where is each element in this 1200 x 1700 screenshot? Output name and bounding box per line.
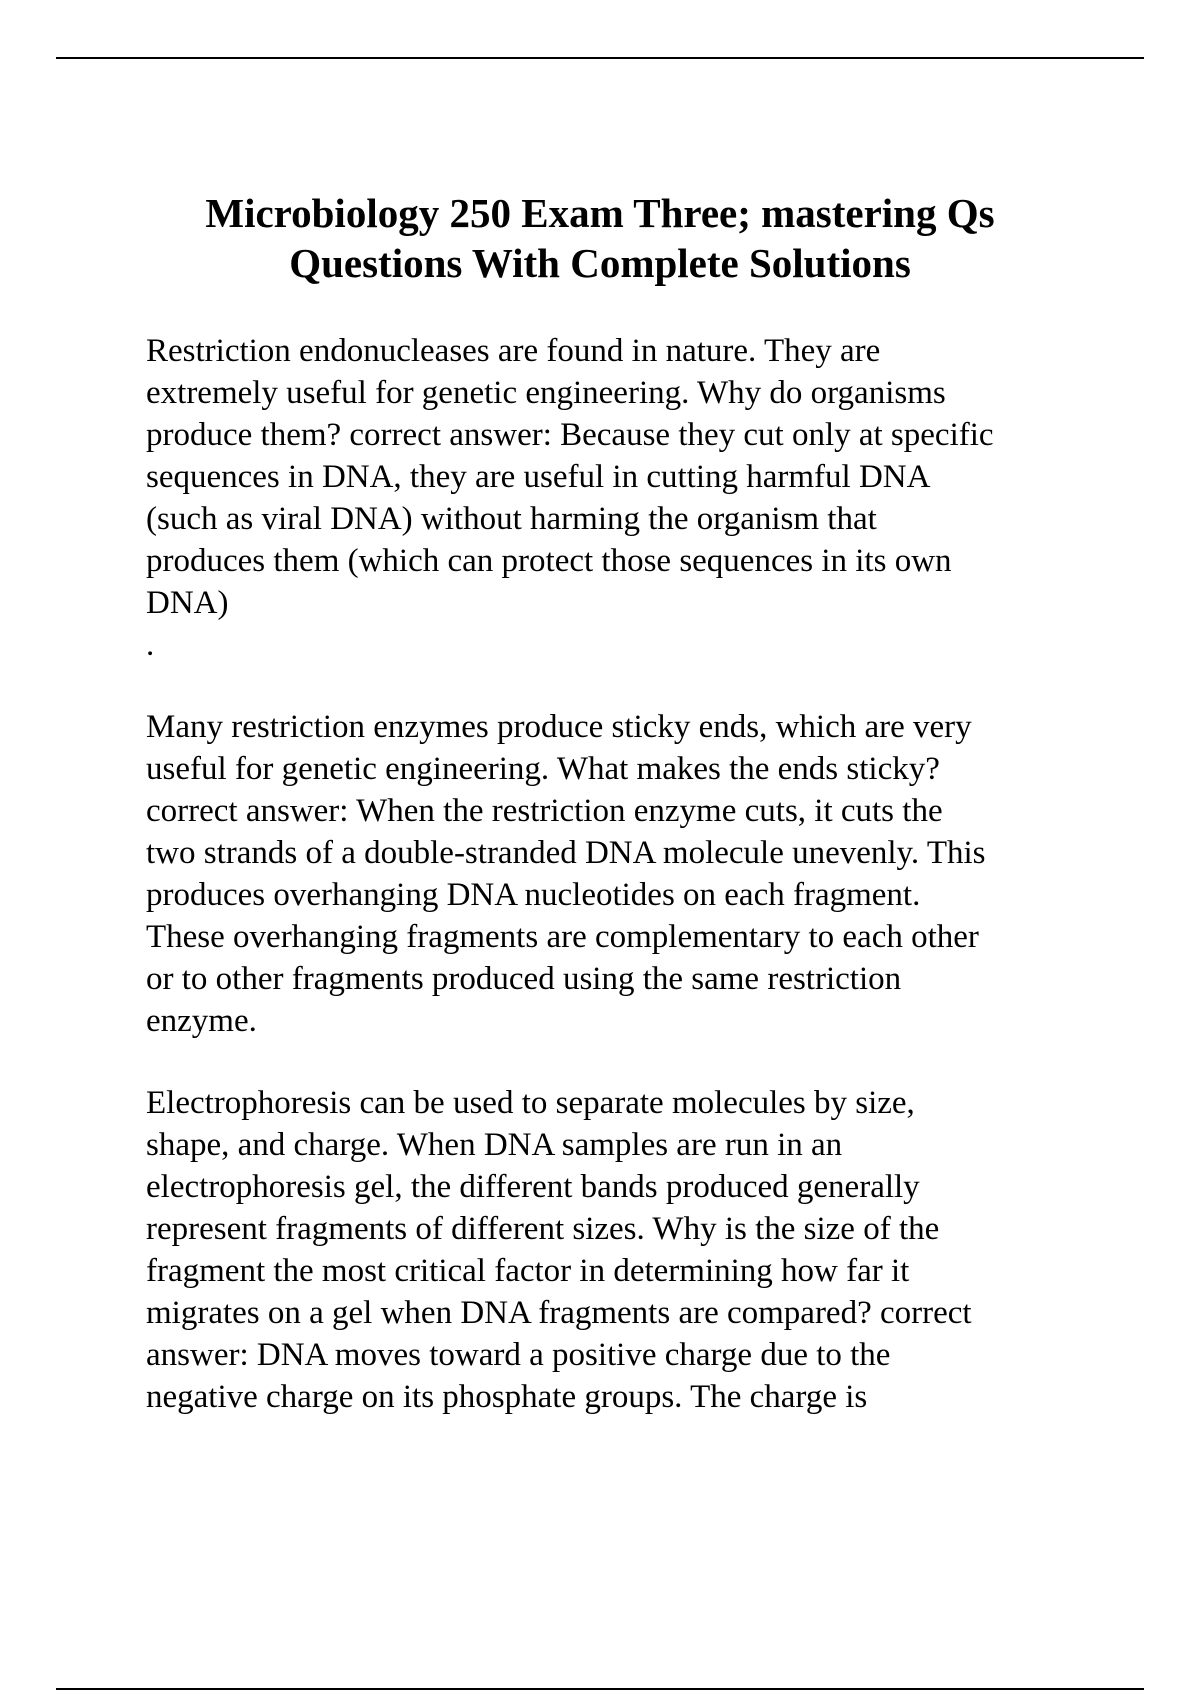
text-line: . [146,627,155,663]
title-line: Microbiology 250 Exam Three; mastering Qs [205,190,995,236]
text-line: Many restriction enzymes produce sticky ends, which are very [146,709,972,745]
text-line: enzyme. [146,1003,257,1039]
text-line: extremely useful for genetic engineering. Why do organisms [146,375,946,411]
text-line: sequences in DNA, they are useful in cutting harmful DNA [146,459,931,495]
text-line: shape, and charge. When DNA samples are run in an [146,1127,843,1163]
text-line: electrophoresis gel, the different bands produced generally [146,1169,920,1205]
text-line: or to other fragments produced using the same restriction [146,961,902,997]
text-line: represent fragments of different sizes. Why is the size of the [146,1211,940,1247]
document-body [146,330,1146,1418]
text-line: produce them? correct answer: Because they cut only at specific [146,417,994,453]
document-title [100,188,1100,288]
question-paragraph-electrophoresis [146,1082,1146,1418]
footer-rule [56,1688,1144,1690]
text-line: two strands of a double-stranded DNA molecule unevenly. This [146,835,986,871]
text-line: These overhanging fragments are complementary to each other [146,919,979,955]
title-line: Questions With Complete Solutions [289,240,911,286]
header-rule [56,57,1144,59]
text-line: produces them (which can protect those sequences in its own [146,543,952,579]
text-line: (such as viral DNA) without harming the organism that [146,501,877,537]
text-line: correct answer: When the restriction enzyme cuts, it cuts the [146,793,943,829]
text-line: answer: DNA moves toward a positive charge due to the [146,1337,891,1373]
text-line: DNA) [146,585,229,621]
text-line: produces overhanging DNA nucleotides on each fragment. [146,877,921,913]
text-line: Electrophoresis can be used to separate molecules by size, [146,1085,915,1121]
question-paragraph-restriction-endonucleases [146,330,1146,666]
text-line: fragment the most critical factor in determining how far it [146,1253,910,1289]
text-line: Restriction endonucleases are found in nature. They are [146,333,881,369]
question-paragraph-sticky-ends [146,706,1146,1042]
text-line: migrates on a gel when DNA fragments are compared? correct [146,1295,972,1331]
text-line: useful for genetic engineering. What makes the ends sticky? [146,751,940,787]
text-line: negative charge on its phosphate groups. The charge is [146,1379,868,1415]
